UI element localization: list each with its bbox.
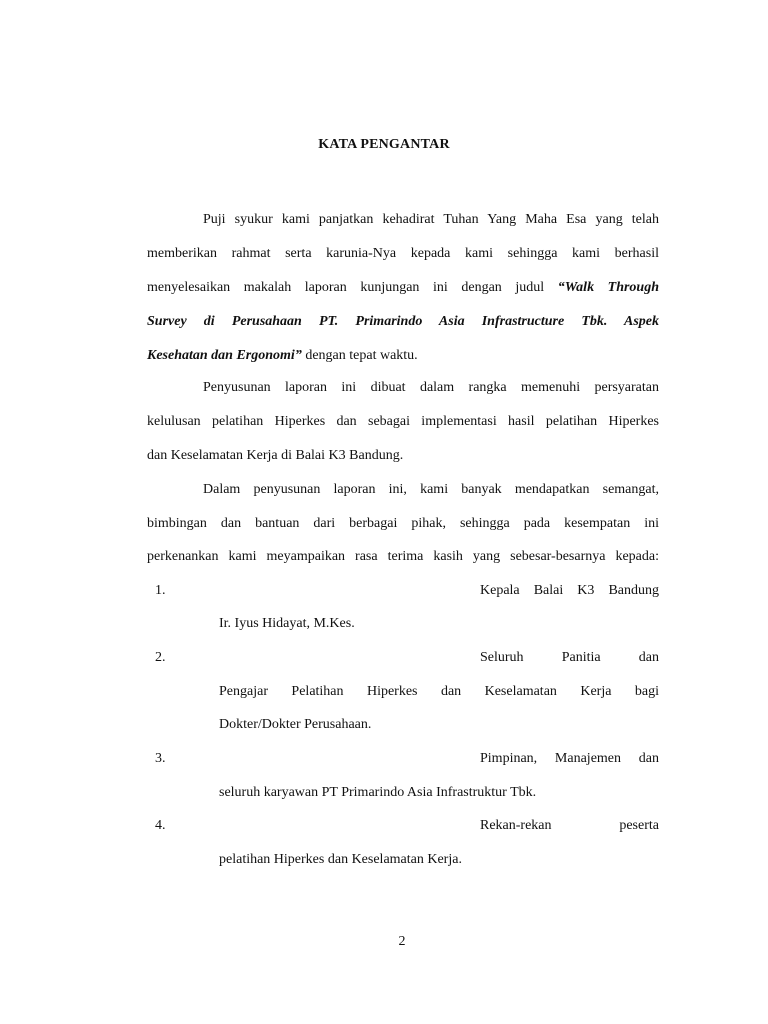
list-item-2-number: 2. bbox=[155, 650, 166, 665]
paragraph-1-line-5-text: dengan tepat waktu. bbox=[301, 348, 418, 363]
paragraph-1-line-2: memberikan rahmat serta karunia-Nya kepada kami sehingga kami berhasil bbox=[147, 246, 659, 261]
list-item-2-line-2: Pengajar Pelatihan Hiperkes dan Keselamatan Kerja bagi bbox=[219, 684, 659, 699]
list-item-3-line-1: Pimpinan, Manajemen dan bbox=[480, 751, 659, 766]
list-item-4-number: 4. bbox=[155, 818, 166, 833]
paragraph-2-line-2: kelulusan pelatihan Hiperkes dan sebagai implementasi hasil pelatihan Hiperkes bbox=[147, 414, 659, 429]
list-item-1-line-2: Ir. Iyus Hidayat, M.Kes. bbox=[219, 616, 355, 631]
paragraph-1-line-1: Puji syukur kami panjatkan kehadirat Tuhan Yang Maha Esa yang telah bbox=[203, 212, 659, 227]
page-number: 2 bbox=[398, 934, 406, 949]
paragraph-2-line-3: dan Keselamatan Kerja di Balai K3 Bandung. bbox=[147, 448, 404, 463]
list-item-2-line-1: Seluruh Panitia dan bbox=[480, 650, 659, 665]
paragraph-3-line-1: Dalam penyusunan laporan ini, kami banyak mendapatkan semangat, bbox=[203, 482, 659, 497]
paragraph-1-title-start: “Walk Through bbox=[557, 280, 660, 295]
paragraph-1-line-3-text: menyelesaikan makalah laporan kunjungan ini dengan judul bbox=[147, 280, 545, 295]
list-item-4-line-1: Rekan-rekan peserta bbox=[480, 818, 659, 833]
paragraph-1-line-3 bbox=[147, 278, 659, 298]
paragraph-3-line-3: perkenankan kami meyampaikan rasa terima kasih yang sebesar-besarnya kepada: bbox=[147, 549, 659, 564]
list-item-3-line-2: seluruh karyawan PT Primarindo Asia Infrastruktur Tbk. bbox=[219, 785, 537, 800]
paragraph-1-line-4: Survey di Perusahaan PT. Primarindo Asia Infrastructure Tbk. Aspek bbox=[147, 314, 659, 329]
list-item-2-line-3: Dokter/Dokter Perusahaan. bbox=[219, 717, 372, 732]
paragraph-1-line-5 bbox=[147, 346, 659, 366]
list-item-1-line-1: Kepala Balai K3 Bandung bbox=[480, 583, 659, 598]
list-item-3-number: 3. bbox=[155, 751, 166, 766]
paragraph-2-line-1: Penyusunan laporan ini dibuat dalam rangka memenuhi persyaratan bbox=[203, 380, 659, 395]
page-title: KATA PENGANTAR bbox=[318, 137, 450, 152]
paragraph-3-line-2: bimbingan dan bantuan dari berbagai pihak, sehingga pada kesempatan ini bbox=[147, 516, 659, 531]
paragraph-1-title-end: Kesehatan dan Ergonomi” bbox=[147, 348, 302, 363]
list-item-4-line-2: pelatihan Hiperkes dan Keselamatan Kerja. bbox=[219, 852, 462, 867]
list-item-1-number: 1. bbox=[155, 583, 166, 598]
